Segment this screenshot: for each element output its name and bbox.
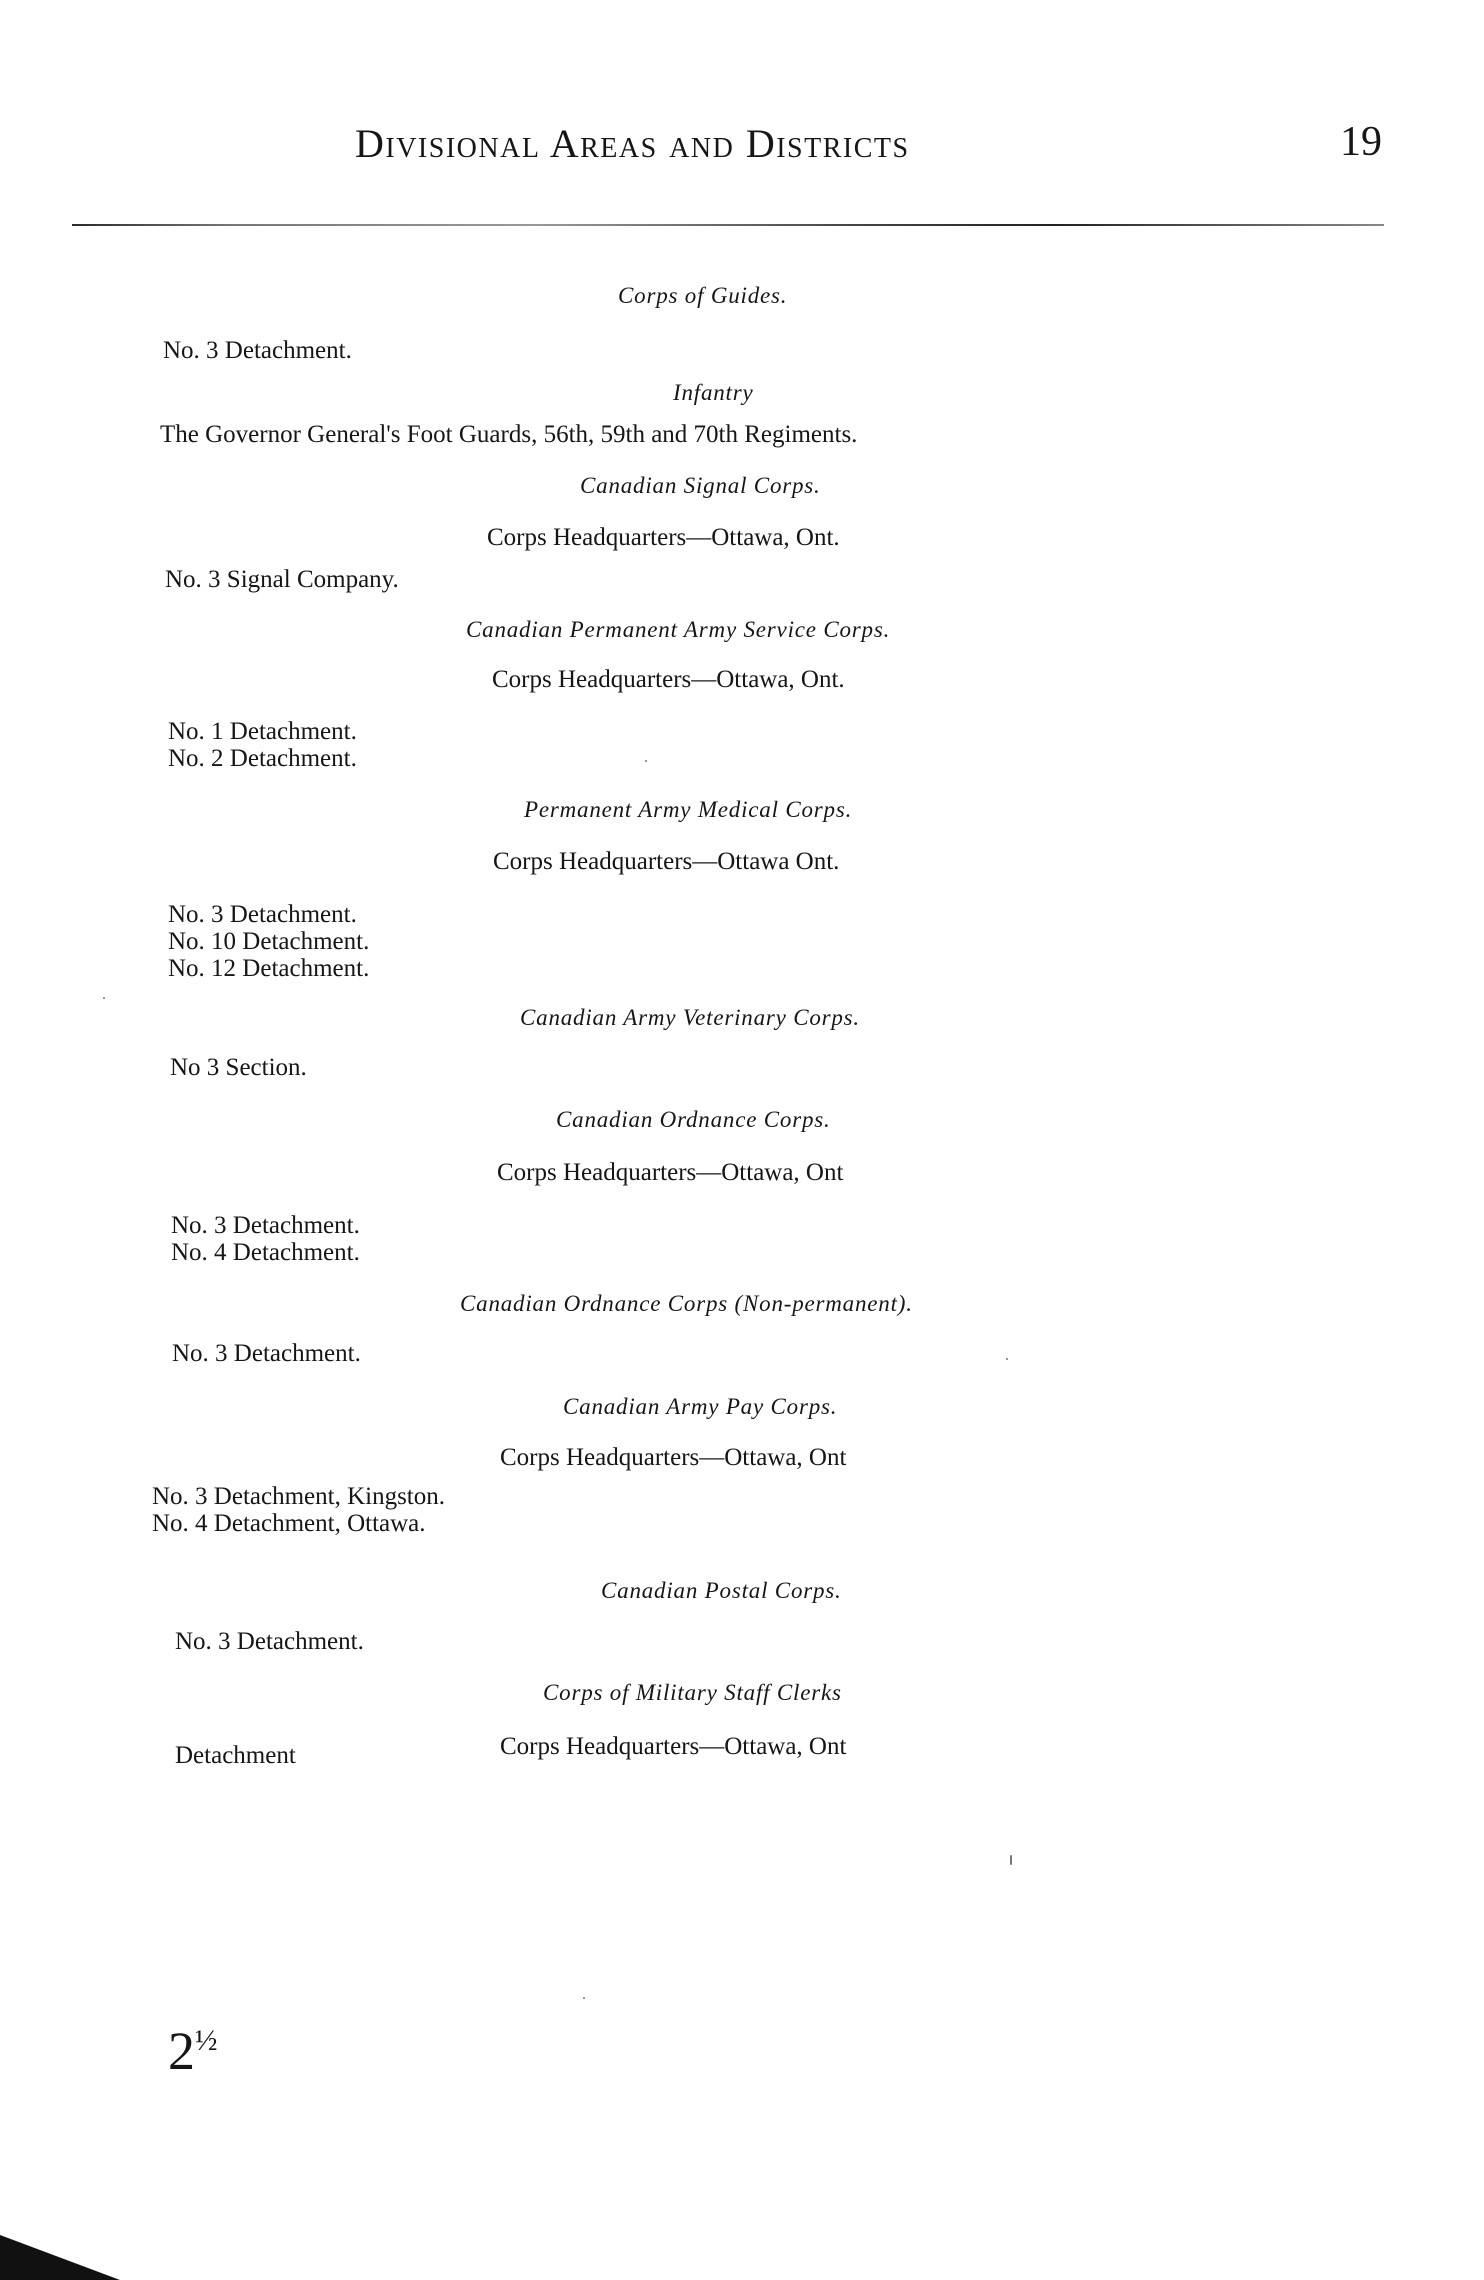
- section-heading-ordnance: Canadian Ordnance Corps.: [556, 1107, 831, 1132]
- headquarters-staff-clerks: Corps Headquarters—Ottawa, Ont: [500, 1733, 847, 1760]
- signature-whole: 2: [168, 2021, 195, 2081]
- unit-entry: No. 10 Detachment.: [168, 928, 370, 955]
- section-heading-ordnance-non-permanent: Canadian Ordnance Corps (Non-permanent).: [460, 1291, 913, 1316]
- unit-list-infantry: [160, 421, 857, 448]
- page-number: 19: [1340, 119, 1382, 165]
- scan-speck: [1006, 1358, 1008, 1360]
- unit-entry: No. 3 Detachment.: [163, 337, 352, 364]
- unit-list-signal: [165, 566, 399, 593]
- section-heading-signal: Canadian Signal Corps.: [580, 473, 821, 498]
- unit-entry: No. 3 Detachment.: [171, 1212, 360, 1239]
- unit-entry: No. 3 Detachment.: [172, 1340, 361, 1367]
- unit-entry: No. 3 Signal Company.: [165, 566, 399, 593]
- running-head-title: Divisional Areas and Districts: [355, 121, 910, 166]
- unit-entry: No. 2 Detachment.: [168, 745, 357, 772]
- unit-list-veterinary: [170, 1054, 307, 1081]
- unit-entry: No. 4 Detachment, Ottawa.: [152, 1510, 426, 1537]
- unit-entry: No. 3 Detachment, Kingston.: [152, 1483, 446, 1510]
- headquarters-signal: Corps Headquarters—Ottawa, Ont.: [487, 524, 840, 551]
- section-heading-postal: Canadian Postal Corps.: [601, 1578, 842, 1603]
- signature-mark: [168, 2020, 218, 2082]
- unit-entry: The Governor General's Foot Guards, 56th, 59th and 70th Regiments.: [160, 421, 858, 448]
- unit-list-medical: [168, 901, 369, 982]
- scan-speck: [1010, 1855, 1012, 1865]
- section-heading-pay: Canadian Army Pay Corps.: [563, 1394, 838, 1419]
- headquarters-ordnance: Corps Headquarters—Ottawa, Ont: [497, 1159, 844, 1186]
- unit-entry: No. 3 Detachment.: [175, 1628, 364, 1655]
- section-heading-infantry: Infantry: [673, 380, 754, 405]
- header-rule: [72, 224, 1384, 226]
- headquarters-service: Corps Headquarters—Ottawa, Ont.: [492, 666, 845, 693]
- unit-list-ordnance: [171, 1212, 360, 1266]
- unit-list-guides: [163, 337, 352, 364]
- unit-list-ordnance-non-permanent: [172, 1340, 361, 1367]
- unit-list-postal: [175, 1628, 364, 1655]
- section-heading-veterinary: Canadian Army Veterinary Corps.: [520, 1005, 860, 1030]
- unit-list-service: [168, 718, 357, 772]
- unit-entry: No. 4 Detachment.: [171, 1239, 360, 1266]
- unit-list-pay: [152, 1483, 445, 1537]
- unit-entry: No. 3 Detachment.: [168, 901, 357, 928]
- scan-edge-shadow: [0, 2235, 120, 2280]
- signature-fraction: ½: [195, 2024, 218, 2057]
- scan-speck: [583, 1997, 585, 1999]
- unit-entry: No. 1 Detachment.: [168, 718, 357, 745]
- unit-entry: Detachment: [175, 1742, 296, 1769]
- unit-entry: No 3 Section.: [170, 1054, 307, 1081]
- unit-entry: No. 12 Detachment.: [168, 955, 370, 982]
- section-heading-service: Canadian Permanent Army Service Corps.: [466, 617, 891, 642]
- unit-list-staff-clerks: [175, 1742, 296, 1769]
- headquarters-pay: Corps Headquarters—Ottawa, Ont: [500, 1444, 847, 1471]
- headquarters-medical: Corps Headquarters—Ottawa Ont.: [493, 848, 840, 875]
- scan-speck: [103, 997, 105, 999]
- section-heading-medical: Permanent Army Medical Corps.: [524, 797, 853, 822]
- section-heading-staff-clerks: Corps of Military Staff Clerks: [543, 1680, 842, 1705]
- section-heading-guides: Corps of Guides.: [618, 283, 788, 308]
- scan-speck: [645, 760, 647, 762]
